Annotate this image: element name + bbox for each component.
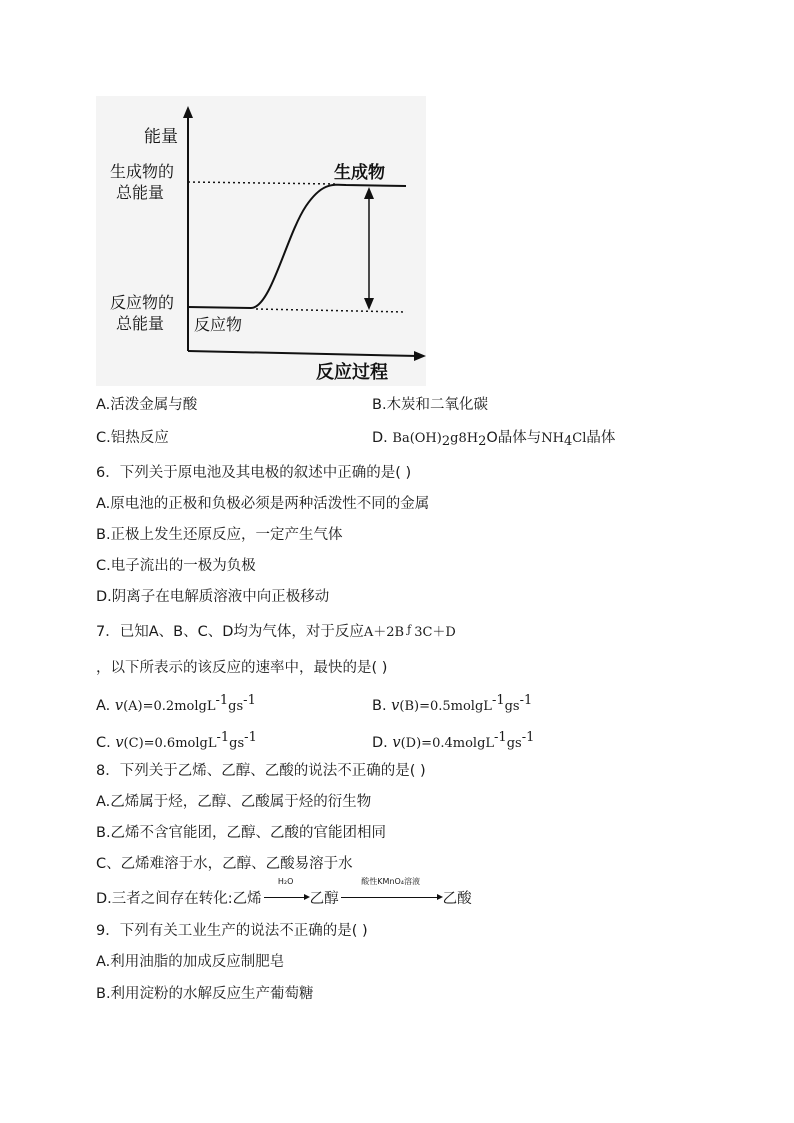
products-total-energy-line2: 总能量 [116, 183, 165, 202]
reactants-label: 反应物 [194, 315, 243, 334]
subscript: 4 [563, 434, 573, 449]
formula-part: Cl [572, 431, 587, 446]
option-letter: C. [96, 735, 116, 751]
unit: gL [199, 736, 217, 751]
unit: gs [506, 736, 522, 751]
option-letter: B. [372, 698, 392, 714]
x-axis [188, 351, 418, 356]
energy-diagram-svg [96, 96, 426, 386]
q9-option-a: A.利用油脂的加成反应制肥皂 [96, 954, 285, 970]
y-axis-label: 能量 [144, 127, 178, 147]
superscript: -1 [491, 693, 505, 708]
arrow-condition-label: 酸性KMnO₄溶液 [361, 877, 421, 886]
x-axis-label: 反应过程 [316, 362, 388, 383]
formula-part: O晶体与 [486, 430, 542, 446]
unit: gs [504, 699, 520, 714]
energy-difference-arrow-down [364, 298, 374, 310]
formula-part: g8H [450, 431, 479, 446]
option-letter: A. [96, 698, 115, 714]
rate-symbol: v [115, 735, 124, 751]
q5-option-c: C.铝热反应 [96, 430, 169, 446]
q8-stem: 8．下列关于乙烯、乙醇、乙酸的说法不正确的是( ) [96, 763, 426, 779]
unit: gL [474, 699, 492, 714]
q7-option-d [372, 728, 534, 754]
q6-option-b: B.正极上发生还原反应，一定产生气体 [96, 527, 343, 543]
rate-value: =0.2mol [142, 699, 199, 714]
unit: gL [477, 736, 495, 751]
products-label: 生成物 [334, 163, 385, 183]
superscript: -1 [494, 730, 507, 745]
superscript: -1 [519, 693, 533, 708]
reactants-total-energy-line2: 总能量 [116, 314, 165, 333]
superscript: -1 [244, 730, 257, 745]
superscript: -1 [521, 730, 535, 745]
q8-option-d-text: D.三者之间存在转化:乙烯 [96, 891, 262, 907]
superscript: -1 [215, 693, 229, 708]
reaction-right: 3C＋D [414, 625, 456, 640]
energy-difference-arrow-up [364, 187, 374, 199]
q6-option-c: C.电子流出的一极为负极 [96, 558, 256, 574]
rate-value: =0.5mol [419, 699, 475, 714]
reaction-arrow-water [264, 877, 308, 909]
rate-value: =0.4mol [421, 736, 478, 751]
energy-diagram [96, 96, 426, 386]
rate-symbol: v [391, 698, 400, 714]
formula-part: 晶体 [586, 430, 616, 446]
formula-part: Ba(OH) [392, 431, 442, 446]
q8-option-d [96, 877, 472, 909]
q9-stem: 9．下列有关工业生产的说法不正确的是( ) [96, 923, 368, 939]
right-arrow-icon [341, 897, 441, 898]
reactants-energy-dotted [256, 309, 406, 312]
reaction-left: A＋2B [363, 625, 405, 640]
unit: gL [198, 699, 216, 714]
unit: gs [229, 736, 245, 751]
q8-option-d-mid: 乙醇 [309, 891, 339, 907]
species: (A) [123, 699, 143, 714]
q7-option-a [96, 691, 256, 717]
q8-option-c: C、乙烯难溶于水，乙醇、乙酸易溶于水 [96, 856, 353, 872]
species: (D) [400, 736, 422, 751]
q6-stem: 6．下列关于原电池及其电极的叙述中正确的是( ) [96, 465, 412, 481]
right-arrow-icon [264, 897, 308, 898]
subscript: 2 [441, 434, 451, 449]
superscript: -1 [243, 693, 256, 708]
superscript: -1 [216, 730, 230, 745]
equilibrium-arrow-icon: ƒ [407, 623, 412, 636]
q5-option-a: A.活泼金属与酸 [96, 397, 198, 413]
species: (C) [123, 736, 144, 751]
q7-option-c [96, 728, 257, 754]
q9-option-b: B.利用淀粉的水解反应生产葡萄糖 [96, 986, 314, 1002]
unit: gs [228, 699, 244, 714]
rate-value: =0.6mol [143, 736, 200, 751]
q5-option-b: B.木炭和二氧化碳 [372, 397, 489, 413]
option-letter: D. [372, 735, 393, 751]
products-energy-dotted [188, 182, 336, 184]
rate-symbol: v [114, 698, 124, 714]
products-total-energy-line1: 生成物的 [110, 162, 175, 181]
reactants-total-energy-line1: 反应物的 [110, 293, 175, 312]
formula-part: NH [541, 431, 564, 446]
energy-curve [188, 185, 406, 308]
q7-option-b [372, 691, 532, 717]
reaction-arrow-kmno4 [341, 877, 441, 909]
species: (B) [399, 699, 420, 714]
q8-option-b: B.乙烯不含官能团，乙醇、乙酸的官能团相同 [96, 825, 387, 841]
q7-stem [96, 620, 456, 643]
q6-option-d: D.阴离子在电解质溶液中向正极移动 [96, 589, 330, 605]
q6-option-a: A.原电池的正极和负极必须是两种活泼性不同的金属 [96, 496, 430, 512]
subscript: 2 [478, 434, 487, 449]
arrow-condition-label: H₂O [277, 877, 294, 886]
option-letter: D. [372, 430, 393, 446]
q7-stem-continued: ，以下所表示的该反应的速率中，最快的是( ) [96, 660, 388, 676]
x-axis-arrowhead [414, 351, 426, 361]
rate-symbol: v [392, 735, 401, 751]
q7-stem-text: 7．已知A、B、C、D均为气体，对于反应 [96, 624, 364, 640]
q5-option-d [372, 428, 615, 452]
y-axis-arrowhead [183, 106, 193, 118]
q8-option-a: A.乙烯属于烃，乙醇、乙酸属于烃的衍生物 [96, 794, 372, 810]
q8-option-d-end: 乙酸 [442, 891, 472, 907]
